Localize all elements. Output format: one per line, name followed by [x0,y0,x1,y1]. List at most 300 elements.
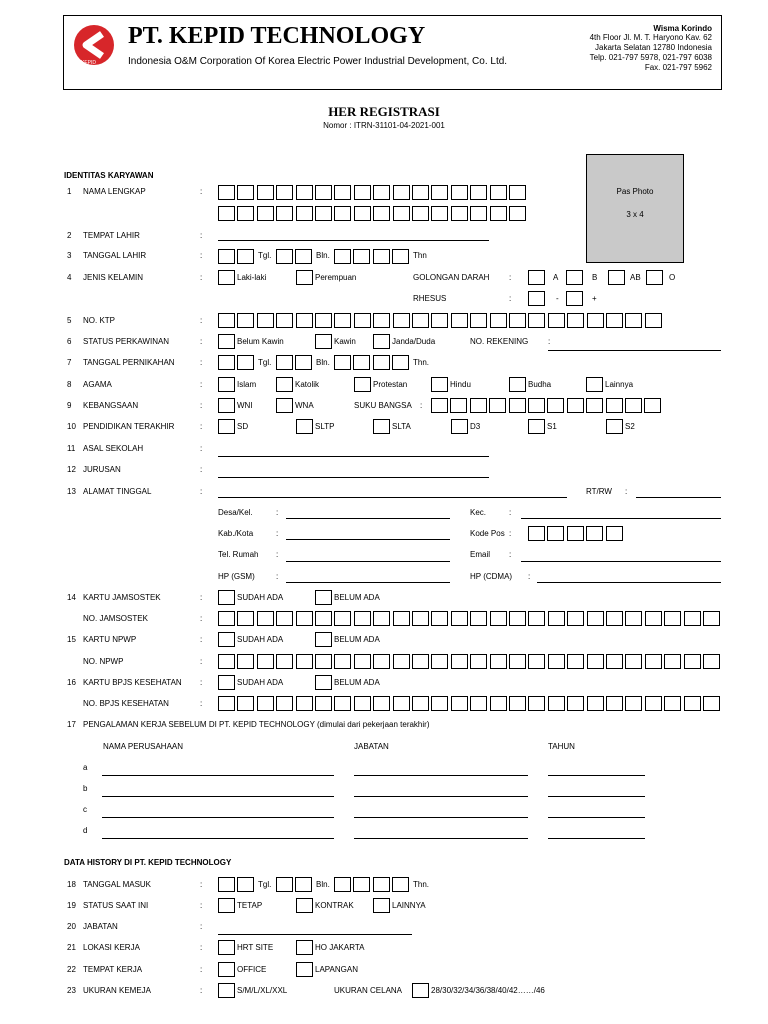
ethnicity-char-box[interactable] [606,398,623,413]
school-line[interactable] [218,456,489,457]
ktp-char-box[interactable] [470,313,487,328]
bpjs-char-box[interactable] [684,696,701,711]
birth-year-box[interactable] [373,249,390,264]
bpjs-char-box[interactable] [606,696,623,711]
jamsostek-no-label: BELUM ADA [334,593,380,602]
npwp-char-box[interactable] [451,654,468,669]
account-label: NO. REKENING [470,337,529,346]
npwp-char-box[interactable] [373,654,390,669]
address-line-3: Jakarta Selatan 12780 Indonesia [595,43,712,52]
month-label: Bln. [316,251,330,260]
npwp-no-checkbox[interactable] [315,632,332,647]
ktp-char-box[interactable] [354,313,371,328]
widowed-checkbox[interactable] [373,334,390,349]
bpjs-char-box[interactable] [567,696,584,711]
jamsostek-char-box[interactable] [373,611,390,626]
marriage-year-box[interactable] [334,355,351,370]
birth-year-box[interactable] [334,249,351,264]
city-line[interactable] [286,539,450,540]
education-checkbox[interactable] [528,419,545,434]
jamsostek-char-box[interactable] [645,611,662,626]
gsm-line[interactable] [286,582,450,583]
postcode-box[interactable] [547,526,564,541]
jamsostek-char-box[interactable] [218,611,235,626]
jamsostek-char-box[interactable] [664,611,681,626]
position-line[interactable] [354,775,528,776]
colon: : [200,678,203,687]
join-day-box[interactable] [218,877,235,892]
field-label-jk: JENIS KELAMIN [83,273,144,282]
name-char-box[interactable] [276,206,293,221]
rtrw-line[interactable] [636,497,721,498]
rtrw-label: RT/RW [586,487,612,496]
email-line[interactable] [521,561,721,562]
row-number: 14 [67,593,76,602]
rhesus-minus-checkbox[interactable] [528,291,545,306]
birth-year-box[interactable] [392,249,409,264]
npwp-char-box[interactable] [276,654,293,669]
blood-b-checkbox[interactable] [566,270,583,285]
job-title-line[interactable] [218,934,412,935]
ktp-char-box[interactable] [490,313,507,328]
cdma-line[interactable] [537,582,721,583]
join-year-box[interactable] [392,877,409,892]
religion-checkbox[interactable] [218,377,235,392]
ktp-char-box[interactable] [373,313,390,328]
gsm-label: HP (GSM) [218,572,255,581]
name-char-box[interactable] [451,185,468,200]
jamsostek-char-box[interactable] [257,611,274,626]
photo-box[interactable] [586,154,684,263]
religion-checkbox[interactable] [276,377,293,392]
name-char-box[interactable] [334,185,351,200]
ktp-char-box[interactable] [567,313,584,328]
npwp-char-box[interactable] [548,654,565,669]
npwp-char-box[interactable] [257,654,274,669]
marriage-day-box[interactable] [218,355,235,370]
jamsostek-char-box[interactable] [625,611,642,626]
npwp-char-box[interactable] [606,654,623,669]
ethnicity-char-box[interactable] [509,398,526,413]
jamsostek-char-box[interactable] [451,611,468,626]
ethnicity-char-box[interactable] [625,398,642,413]
marriage-day-box[interactable] [237,355,254,370]
name-char-box[interactable] [412,185,429,200]
row-number: 2 [67,231,72,240]
bpjs-char-box[interactable] [431,696,448,711]
village-line[interactable] [286,518,450,519]
permanent-label: TETAP [237,901,263,910]
bpjs-no-checkbox[interactable] [315,675,332,690]
npwp-char-box[interactable] [567,654,584,669]
name-char-box[interactable] [509,185,526,200]
ktp-char-box[interactable] [276,313,293,328]
jamsostek-char-box[interactable] [567,611,584,626]
join-year-box[interactable] [353,877,370,892]
education-checkbox[interactable] [296,419,313,434]
name-char-box[interactable] [354,185,371,200]
religion-label: Katolik [295,380,320,389]
npwp-char-box[interactable] [625,654,642,669]
jamsostek-char-box[interactable] [587,611,604,626]
rhesus-label: RHESUS [413,294,447,303]
marriage-year-box[interactable] [353,355,370,370]
bpjs-char-box[interactable] [257,696,274,711]
blood-b-label: B [592,273,598,282]
position-line[interactable] [354,796,528,797]
name-char-box[interactable] [296,206,313,221]
ktp-char-box[interactable] [315,313,332,328]
name-char-box[interactable] [509,206,526,221]
married-checkbox[interactable] [315,334,332,349]
ethnicity-char-box[interactable] [547,398,564,413]
ethnicity-char-box[interactable] [586,398,603,413]
blood-a-checkbox[interactable] [528,270,545,285]
jamsostek-char-box[interactable] [431,611,448,626]
ho-jakarta-checkbox[interactable] [296,940,313,955]
bpjs-char-box[interactable] [237,696,254,711]
jamsostek-char-box[interactable] [412,611,429,626]
education-checkbox[interactable] [451,419,468,434]
name-char-box[interactable] [490,185,507,200]
name-char-box[interactable] [431,185,448,200]
npwp-char-box[interactable] [354,654,371,669]
colon: : [200,965,203,974]
npwp-char-box[interactable] [470,654,487,669]
ktp-char-box[interactable] [393,313,410,328]
npwp-char-box[interactable] [431,654,448,669]
name-char-box[interactable] [451,206,468,221]
bpjs-char-box[interactable] [315,696,332,711]
jamsostek-char-box[interactable] [684,611,701,626]
npwp-char-box[interactable] [237,654,254,669]
name-char-box[interactable] [257,185,274,200]
field-checkbox[interactable] [296,962,313,977]
jamsostek-char-box[interactable] [470,611,487,626]
birth-month-box[interactable] [295,249,312,264]
pants-sizes-label: 28/30/32/34/36/38/40/42……/46 [431,986,545,995]
address-line[interactable] [218,497,567,498]
ktp-char-box[interactable] [412,313,429,328]
religion-checkbox[interactable] [354,377,371,392]
pants-size-label: UKURAN CELANA [334,986,403,995]
name-char-box[interactable] [354,206,371,221]
permanent-checkbox[interactable] [218,898,235,913]
district-label: Kec. [470,508,487,517]
name-char-box[interactable] [315,185,332,200]
npwp-yes-checkbox[interactable] [218,632,235,647]
bpjs-char-box[interactable] [664,696,681,711]
name-char-box[interactable] [412,206,429,221]
ethnicity-char-box[interactable] [528,398,545,413]
colon: : [200,422,203,431]
bpjs-char-box[interactable] [490,696,507,711]
ktp-char-box[interactable] [625,313,642,328]
colon: : [200,401,203,410]
jamsostek-char-box[interactable] [354,611,371,626]
postcode-box[interactable] [606,526,623,541]
bpjs-char-box[interactable] [334,696,351,711]
education-label: SD [237,422,249,431]
ktp-char-box[interactable] [528,313,545,328]
npwp-char-box[interactable] [587,654,604,669]
colon: : [509,294,512,303]
wni-label: WNI [237,401,253,410]
married-label: Kawin [334,337,356,346]
ktp-char-box[interactable] [606,313,623,328]
experience-row-letter: d [83,826,88,835]
colon: : [509,529,512,538]
religion-checkbox[interactable] [509,377,526,392]
bpjs-char-box[interactable] [645,696,662,711]
birth-month-box[interactable] [276,249,293,264]
jamsostek-char-box[interactable] [276,611,293,626]
home-phone-line[interactable] [286,561,450,562]
name-char-box[interactable] [470,206,487,221]
bpjs-char-box[interactable] [528,696,545,711]
jamsostek-char-box[interactable] [296,611,313,626]
field-label-agama: AGAMA [83,380,112,389]
colon: : [200,699,203,708]
npwp-char-box[interactable] [703,654,720,669]
name-char-box[interactable] [237,206,254,221]
field-label-jurusan: JURUSAN [83,465,121,474]
birthplace-line[interactable] [218,240,489,241]
year-header: TAHUN [548,742,575,751]
ethnicity-char-box[interactable] [489,398,506,413]
ethnicity-char-box[interactable] [644,398,661,413]
year-line[interactable] [548,817,645,818]
jamsostek-char-box[interactable] [237,611,254,626]
ktp-char-box[interactable] [237,313,254,328]
bpjs-char-box[interactable] [509,696,526,711]
bpjs-char-box[interactable] [354,696,371,711]
year-line[interactable] [548,775,645,776]
jamsostek-char-box[interactable] [606,611,623,626]
join-year-box[interactable] [373,877,390,892]
ktp-char-box[interactable] [334,313,351,328]
row-number: 8 [67,380,72,389]
npwp-char-box[interactable] [684,654,701,669]
bpjs-char-box[interactable] [548,696,565,711]
postcode-box[interactable] [586,526,603,541]
row-number: 16 [67,678,76,687]
bpjs-char-box[interactable] [276,696,293,711]
company-line[interactable] [102,775,334,776]
jamsostek-char-box[interactable] [490,611,507,626]
hrt-site-checkbox[interactable] [218,940,235,955]
day-label: Tgl. [258,358,272,367]
blood-o-checkbox[interactable] [646,270,663,285]
company-line[interactable] [102,796,334,797]
colon: : [276,550,279,559]
education-label: S2 [625,422,635,431]
ktp-char-box[interactable] [645,313,662,328]
name-char-box[interactable] [276,185,293,200]
female-label: Perempuan [315,273,357,282]
logo-text: KEPID [81,60,97,66]
bpjs-yes-checkbox[interactable] [218,675,235,690]
kepid-logo [68,22,120,68]
npwp-char-box[interactable] [334,654,351,669]
office-label: OFFICE [237,965,267,974]
other-status-label: LAINNYA [392,901,426,910]
name-char-box[interactable] [218,206,235,221]
bpjs-char-box[interactable] [218,696,235,711]
bpjs-char-box[interactable] [296,696,313,711]
colon: : [200,943,203,952]
position-line[interactable] [354,838,528,839]
jamsostek-char-box[interactable] [315,611,332,626]
jamsostek-char-box[interactable] [393,611,410,626]
section-history: DATA HISTORY DI PT. KEPID TECHNOLOGY [64,858,232,867]
ktp-char-box[interactable] [548,313,565,328]
male-checkbox[interactable] [218,270,235,285]
account-line[interactable] [548,350,721,351]
religion-checkbox[interactable] [431,377,448,392]
name-char-box[interactable] [490,206,507,221]
name-char-box[interactable] [315,206,332,221]
ktp-char-box[interactable] [509,313,526,328]
name-char-box[interactable] [334,206,351,221]
ktp-char-box[interactable] [257,313,274,328]
position-line[interactable] [354,817,528,818]
photo-label: Pas Photo [616,187,654,196]
single-checkbox[interactable] [218,334,235,349]
name-char-box[interactable] [431,206,448,221]
ktp-char-box[interactable] [431,313,448,328]
npwp-char-box[interactable] [664,654,681,669]
bpjs-char-box[interactable] [412,696,429,711]
ktp-char-box[interactable] [218,313,235,328]
year-line[interactable] [548,796,645,797]
jamsostek-yes-checkbox[interactable] [218,590,235,605]
row-number: 22 [67,965,76,974]
ho-jakarta-label: HO JAKARTA [315,943,365,952]
name-char-box[interactable] [393,206,410,221]
ktp-char-box[interactable] [587,313,604,328]
district-line[interactable] [521,518,721,519]
npwp-char-box[interactable] [218,654,235,669]
name-char-box[interactable] [237,185,254,200]
bpjs-char-box[interactable] [470,696,487,711]
education-checkbox[interactable] [218,419,235,434]
education-checkbox[interactable] [373,419,390,434]
row-number: 21 [67,943,76,952]
male-label: Laki-laki [237,273,267,282]
jamsostek-no-checkbox[interactable] [315,590,332,605]
major-line[interactable] [218,477,489,478]
colon: : [420,401,423,410]
contract-checkbox[interactable] [296,898,313,913]
npwp-char-box[interactable] [315,654,332,669]
marriage-month-box[interactable] [276,355,293,370]
field-label-asal: ASAL SEKOLAH [83,444,144,453]
postcode-box[interactable] [567,526,584,541]
postcode-box[interactable] [528,526,545,541]
jamsostek-char-box[interactable] [528,611,545,626]
npwp-char-box[interactable] [296,654,313,669]
birth-day-box[interactable] [237,249,254,264]
npwp-char-box[interactable] [645,654,662,669]
npwp-char-box[interactable] [412,654,429,669]
religion-label: Budha [528,380,552,389]
jamsostek-char-box[interactable] [509,611,526,626]
name-char-box[interactable] [218,185,235,200]
bpjs-char-box[interactable] [703,696,720,711]
ktp-char-box[interactable] [451,313,468,328]
year-line[interactable] [548,838,645,839]
birth-year-box[interactable] [353,249,370,264]
npwp-char-box[interactable] [509,654,526,669]
ethnicity-char-box[interactable] [567,398,584,413]
name-char-box[interactable] [373,185,390,200]
join-month-box[interactable] [276,877,293,892]
bpjs-char-box[interactable] [393,696,410,711]
blood-ab-checkbox[interactable] [608,270,625,285]
ktp-char-box[interactable] [296,313,313,328]
birth-day-box[interactable] [218,249,235,264]
rhesus-plus-checkbox[interactable] [566,291,583,306]
education-checkbox[interactable] [606,419,623,434]
pants-size-checkbox[interactable] [412,983,429,998]
marriage-year-box[interactable] [392,355,409,370]
office-checkbox[interactable] [218,962,235,977]
bpjs-char-box[interactable] [373,696,390,711]
jamsostek-char-box[interactable] [548,611,565,626]
bpjs-char-box[interactable] [451,696,468,711]
name-char-box[interactable] [470,185,487,200]
marriage-month-box[interactable] [295,355,312,370]
name-char-box[interactable] [393,185,410,200]
jamsostek-char-box[interactable] [703,611,720,626]
experience-row-letter: c [83,805,87,814]
company-line[interactable] [102,817,334,818]
company-line[interactable] [102,838,334,839]
wna-checkbox[interactable] [276,398,293,413]
other-status-checkbox[interactable] [373,898,390,913]
religion-checkbox[interactable] [586,377,603,392]
row-number: 23 [67,986,76,995]
ethnicity-char-box[interactable] [470,398,487,413]
name-char-box[interactable] [296,185,313,200]
row-number: 9 [67,401,72,410]
name-char-box[interactable] [373,206,390,221]
ethnicity-char-box[interactable] [431,398,448,413]
bpjs-char-box[interactable] [625,696,642,711]
field-label-npwp: KARTU NPWP [83,635,137,644]
marriage-year-box[interactable] [373,355,390,370]
row-number: 12 [67,465,76,474]
join-year-box[interactable] [334,877,351,892]
field-label-no_jamsostek: NO. JAMSOSTEK [83,614,148,623]
npwp-char-box[interactable] [490,654,507,669]
wni-checkbox[interactable] [218,398,235,413]
ethnicity-char-box[interactable] [450,398,467,413]
join-day-box[interactable] [237,877,254,892]
female-checkbox[interactable] [296,270,313,285]
name-char-box[interactable] [257,206,274,221]
colon: : [200,273,203,282]
bpjs-char-box[interactable] [587,696,604,711]
join-month-box[interactable] [295,877,312,892]
field-label-status_kawin: STATUS PERKAWINAN [83,337,170,346]
npwp-char-box[interactable] [528,654,545,669]
npwp-char-box[interactable] [393,654,410,669]
jamsostek-char-box[interactable] [334,611,351,626]
shirt-size-checkbox[interactable] [218,983,235,998]
blood-a-label: A [553,273,559,282]
